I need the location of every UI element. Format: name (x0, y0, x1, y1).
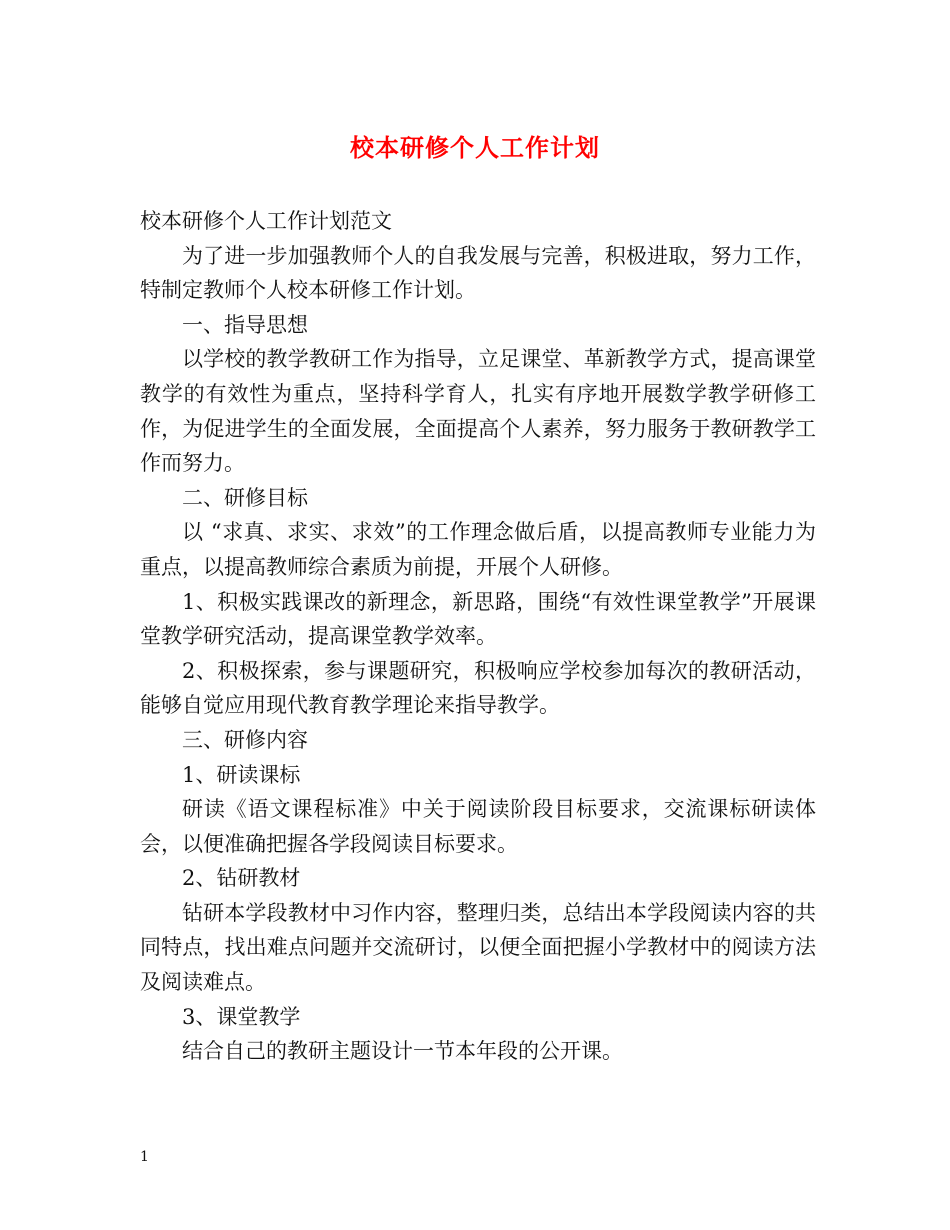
document-body (140, 204, 816, 1069)
guiding-ideology-paragraph: 以学校的教学教研工作为指导，立足课堂、革新教学方式，提高课堂教学的有效性为重点，坚持科学育人，扎实有序地开展数学教学研修工作，为促进学生的全面发展，全面提高个人素养，努力服务于教研教学工作而努力。 (140, 347, 816, 476)
intro-paragraph: 为了进一步加强教师个人的自我发展与完善，积极进取，努力工作，特制定教师个人校本研修工作计划。 (140, 243, 816, 303)
section-heading-study-content: 三、研修内容 (182, 727, 308, 752)
classroom-paragraph: 结合自己的教研主题设计一节本年段的公开课。 (182, 1039, 623, 1064)
curriculum-paragraph: 研读《语文课程标准》中关于阅读阶段目标要求，交流课标研读体会，以便准确把握各学段阅读目标要求。 (140, 797, 816, 856)
section-heading-study-goals: 二、研修目标 (182, 485, 308, 510)
textbook-paragraph: 钻研本学段教材中习作内容，整理归类，总结出本学段阅读内容的共同特点，找出难点问题并交流研讨，以便全面把握小学教材中的阅读方法及阅读难点。 (140, 900, 816, 995)
goal-item-2: 2、积极探索，参与课题研究，积极响应学校参加每次的教研活动，能够自觉应用现代教育教学理论来指导教学。 (140, 658, 816, 718)
content-subheading-curriculum: 1、研读课标 (182, 762, 301, 787)
content-subheading-textbook: 2、钻研教材 (182, 866, 301, 891)
goal-item-1: 1、积极实践课改的新理念，新思路，围绕“有效性课堂教学”开展课堂教学研究活动，提高课堂教学效率。 (140, 589, 816, 649)
document-title: 校本研修个人工作计划 (350, 133, 600, 162)
subtitle-paragraph: 校本研修个人工作计划范文 (140, 209, 392, 233)
section-heading-guiding-ideology: 一、指导思想 (182, 312, 308, 337)
content-subheading-classroom: 3、课堂教学 (182, 1004, 301, 1029)
page-number: 1 (140, 1149, 149, 1165)
study-goals-paragraph: 以 “求真、求实、求效”的工作理念做后盾，以提高教师专业能力为重点，以提高教师综合素质为前提，开展个人研修。 (140, 520, 816, 579)
